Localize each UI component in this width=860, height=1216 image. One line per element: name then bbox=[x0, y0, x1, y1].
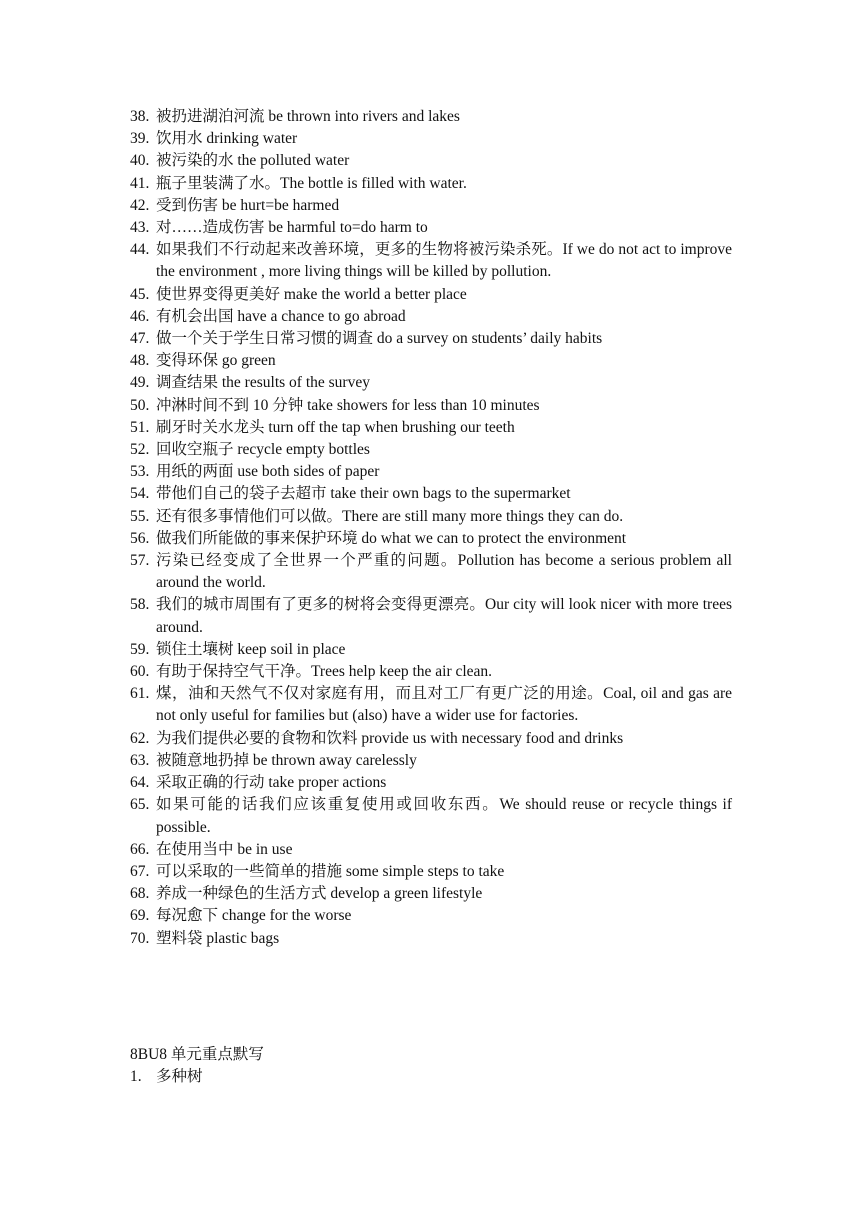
item-text: 受到伤害 be hurt=be harmed bbox=[156, 196, 340, 214]
item-text: 每况愈下 change for the worse bbox=[156, 907, 352, 925]
item-text: 有助于保持空气干净。Trees help keep the air clean. bbox=[156, 663, 493, 681]
item-number: 47. bbox=[130, 330, 150, 348]
item-text: 做我们所能做的事来保护环境 do what we can to protect the environment bbox=[156, 529, 627, 547]
item-number: 42. bbox=[130, 196, 150, 214]
item-number: 66. bbox=[130, 840, 150, 858]
item-text: 可以采取的一些简单的措施 some simple steps to take bbox=[156, 862, 505, 880]
item-number: 43. bbox=[130, 219, 150, 237]
list-item bbox=[130, 239, 732, 283]
section-title: 8BU8 单元重点默写 bbox=[130, 1046, 264, 1063]
list-item bbox=[130, 1066, 732, 1088]
item-text: 瓶子里装满了水。The bottle is filled with water. bbox=[156, 174, 467, 192]
phrase-list bbox=[130, 106, 732, 950]
item-text: 饮用水 drinking water bbox=[156, 130, 298, 148]
list-item bbox=[130, 439, 732, 461]
item-number: 64. bbox=[130, 774, 150, 792]
list-item bbox=[130, 150, 732, 172]
item-number: 41. bbox=[130, 174, 150, 192]
list-item bbox=[130, 594, 732, 638]
item-text: 调查结果 the results of the survey bbox=[156, 374, 370, 392]
item-text: 塑料袋 plastic bags bbox=[156, 929, 280, 947]
item-text: 使世界变得更美好 make the world a better place bbox=[156, 285, 467, 303]
list-item bbox=[130, 750, 732, 772]
list-item bbox=[130, 195, 732, 217]
item-number: 56. bbox=[130, 529, 150, 547]
item-number: 39. bbox=[130, 130, 150, 148]
item-number: 58. bbox=[130, 596, 150, 614]
item-number: 48. bbox=[130, 352, 150, 370]
item-number: 46. bbox=[130, 307, 150, 325]
item-number: 67. bbox=[130, 862, 150, 880]
item-text: 做一个关于学生日常习惯的调查 do a survey on students’ daily habits bbox=[156, 330, 603, 348]
item-text: 如果可能的话我们应该重复使用或回收东西。We should reuse or recycle things if possible. bbox=[156, 796, 732, 836]
item-number: 68. bbox=[130, 885, 150, 903]
item-number: 1. bbox=[130, 1068, 142, 1086]
item-number: 49. bbox=[130, 374, 150, 392]
list-item bbox=[130, 217, 732, 239]
list-item bbox=[130, 128, 732, 150]
list-item bbox=[130, 861, 732, 883]
item-number: 40. bbox=[130, 152, 150, 170]
item-number: 59. bbox=[130, 640, 150, 658]
list-item bbox=[130, 306, 732, 328]
list-item bbox=[130, 928, 732, 950]
item-text: 还有很多事情他们可以做。There are still many more things they can do. bbox=[156, 507, 624, 525]
item-text: 用纸的两面 use both sides of paper bbox=[156, 463, 380, 481]
item-number: 55. bbox=[130, 507, 150, 525]
item-number: 70. bbox=[130, 929, 150, 947]
item-number: 38. bbox=[130, 108, 150, 125]
item-text: 采取正确的行动 take proper actions bbox=[156, 774, 387, 792]
item-text: 为我们提供必要的食物和饮料 provide us with necessary food and drinks bbox=[156, 729, 624, 747]
list-item bbox=[130, 683, 732, 727]
list-item bbox=[130, 483, 732, 505]
list-item bbox=[130, 772, 732, 794]
item-number: 53. bbox=[130, 463, 150, 481]
item-text: 如果我们不行动起来改善环境，更多的生物将被污染杀死。If we do not act to improve the environment , more living things will be killed by pollution. bbox=[156, 241, 732, 281]
item-text: 对……造成伤害 be harmful to=do harm to bbox=[156, 219, 428, 237]
list-item bbox=[130, 328, 732, 350]
item-text: 多种树 bbox=[156, 1068, 203, 1086]
list-item bbox=[130, 661, 732, 683]
item-text: 有机会出国 have a chance to go abroad bbox=[156, 307, 406, 325]
item-number: 61. bbox=[130, 685, 150, 703]
item-text: 煤，油和天然气不仅对家庭有用，而且对工厂有更广泛的用途。Coal, oil and gas are not only useful for families but (also) have a wider use for factories. bbox=[156, 685, 732, 725]
list-item bbox=[130, 173, 732, 195]
item-number: 51. bbox=[130, 418, 150, 436]
list-item bbox=[130, 550, 732, 594]
item-text: 变得环保 go green bbox=[156, 352, 276, 370]
item-number: 65. bbox=[130, 796, 150, 814]
list-item bbox=[130, 417, 732, 439]
item-number: 62. bbox=[130, 729, 150, 747]
section-items bbox=[130, 1066, 732, 1088]
list-item bbox=[130, 106, 732, 128]
item-number: 57. bbox=[130, 552, 150, 570]
list-item bbox=[130, 350, 732, 372]
list-item bbox=[130, 839, 732, 861]
item-text: 被污染的水 the polluted water bbox=[156, 152, 350, 170]
item-number: 63. bbox=[130, 751, 150, 769]
list-item bbox=[130, 461, 732, 483]
item-text: 刷牙时关水龙头 turn off the tap when brushing our teeth bbox=[156, 418, 515, 436]
list-item bbox=[130, 883, 732, 905]
list-item bbox=[130, 905, 732, 927]
item-number: 44. bbox=[130, 241, 150, 259]
list-item bbox=[130, 506, 732, 528]
item-text: 锁住土壤树 keep soil in place bbox=[156, 640, 346, 658]
item-text: 被扔进湖泊河流 be thrown into rivers and lakes bbox=[156, 108, 460, 125]
item-text: 冲淋时间不到 10 分钟 take showers for less than 10 minutes bbox=[156, 396, 540, 414]
item-text: 被随意地扔掉 be thrown away carelessly bbox=[156, 751, 417, 769]
item-number: 50. bbox=[130, 396, 150, 414]
list-item bbox=[130, 794, 732, 838]
list-item bbox=[130, 372, 732, 394]
item-text: 带他们自己的袋子去超市 take their own bags to the supermarket bbox=[156, 485, 571, 503]
item-number: 54. bbox=[130, 485, 150, 503]
list-item bbox=[130, 395, 732, 417]
list-item bbox=[130, 639, 732, 661]
item-number: 69. bbox=[130, 907, 150, 925]
item-number: 60. bbox=[130, 663, 150, 681]
item-text: 在使用当中 be in use bbox=[156, 840, 293, 858]
list-item bbox=[130, 284, 732, 306]
item-text: 污染已经变成了全世界一个严重的问题。Pollution has become a serious problem all around the world. bbox=[156, 552, 732, 592]
item-number: 52. bbox=[130, 441, 150, 459]
dictation-section bbox=[130, 1044, 732, 1088]
list-item bbox=[130, 528, 732, 550]
item-number: 45. bbox=[130, 285, 150, 303]
item-text: 我们的城市周围有了更多的树将会变得更漂亮。Our city will look nicer with more trees around. bbox=[156, 596, 732, 636]
list-item bbox=[130, 728, 732, 750]
item-text: 回收空瓶子 recycle empty bottles bbox=[156, 441, 370, 459]
item-text: 养成一种绿色的生活方式 develop a green lifestyle bbox=[156, 885, 483, 903]
